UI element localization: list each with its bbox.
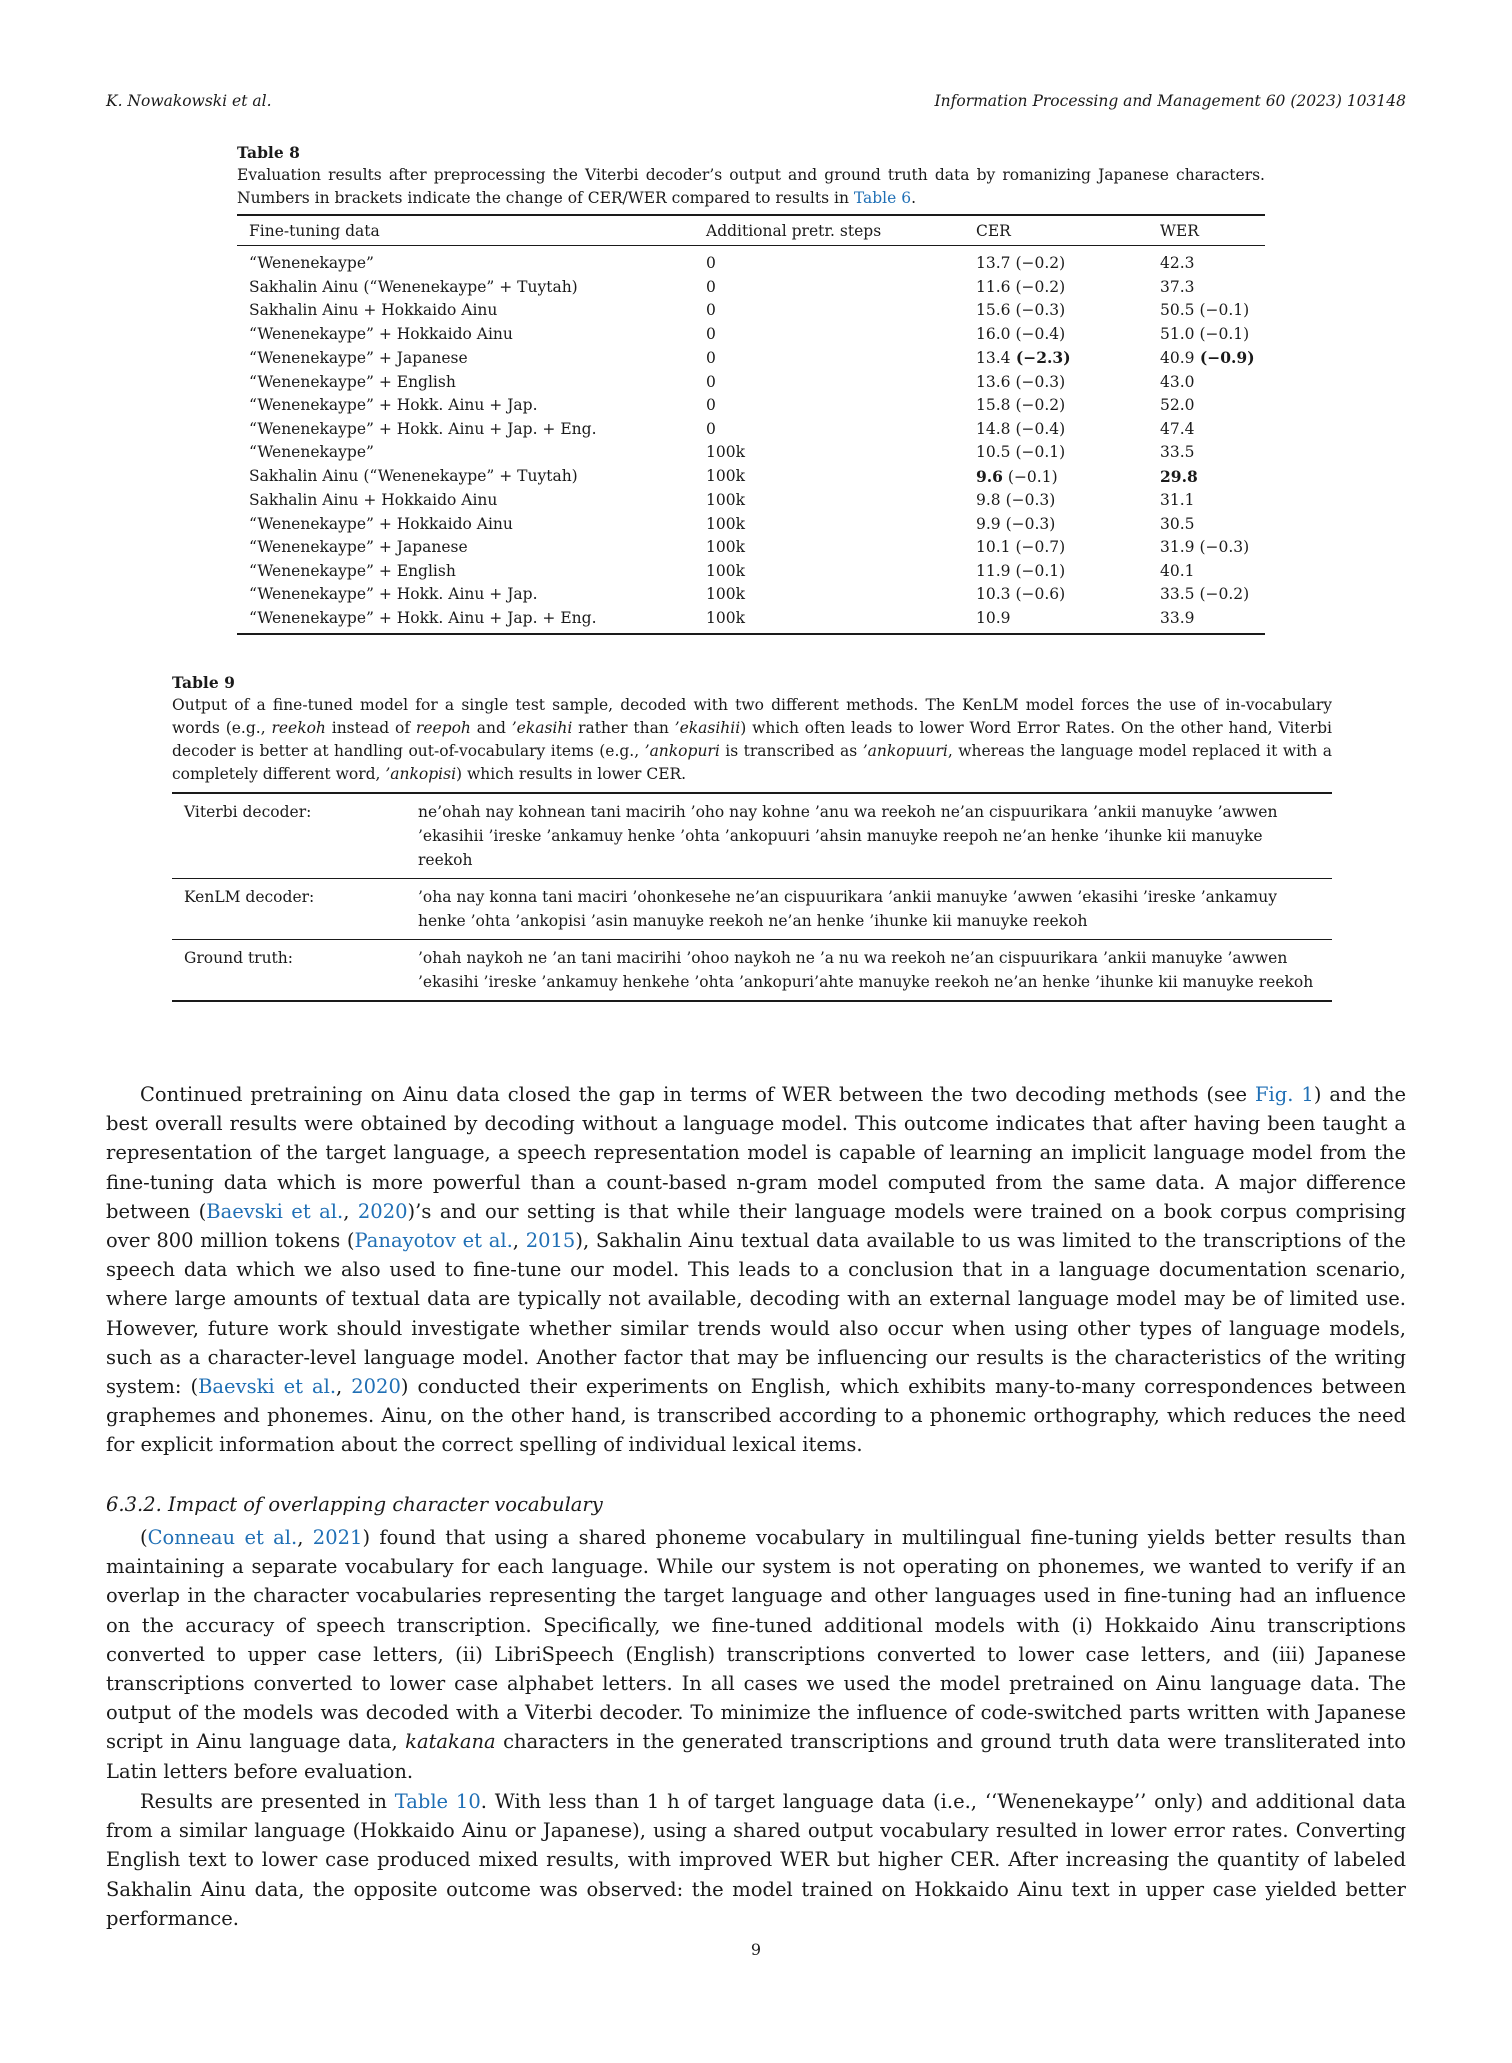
cer-delta: (−0.3): [1010, 301, 1066, 319]
running-header: [106, 92, 1406, 114]
wer-value: 43.0: [1160, 372, 1195, 391]
wer-value: 31.1: [1160, 491, 1195, 509]
wer-value: 37.3: [1160, 277, 1195, 296]
text-run: instead of: [325, 719, 416, 737]
cer-delta: (−0.2): [1010, 254, 1066, 272]
italic-text: ’ekasihi: [511, 719, 573, 737]
cell-cer: [964, 371, 1148, 395]
table-row: [237, 441, 1265, 465]
pretr-steps: 0: [706, 301, 716, 319]
fine-tuning-data: Sakhalin Ainu + Hokkaido Ainu: [249, 491, 498, 509]
pretr-steps: 0: [706, 277, 716, 296]
wer-value: 33.5: [1160, 443, 1195, 461]
cell-cer: [964, 513, 1148, 537]
citation-link[interactable]: 2021: [312, 1526, 363, 1549]
pretr-steps: 0: [706, 254, 716, 272]
text-run: (: [140, 1526, 148, 1549]
header-journal: Information Processing and Management 60 (2023) 103148: [934, 92, 1406, 110]
decoder-output: ’oha nay konna tani maciri ’ohonkesehe ne’an cispuurikara ’ankii manuyke ’awwen ’ekasihi ’ireske ’ankamuy henke ’ohta ’ankopisi ’asin manuyke reekoh ne’an henke ’ihunke kii manuyke reekoh: [406, 879, 1332, 940]
wer-value: 40.1: [1160, 561, 1195, 580]
fine-tuning-data: “Wenenekaype” + Hokk. Ainu + Jap. + Eng.: [249, 419, 597, 438]
cell-cer: [964, 346, 1148, 371]
cer-delta: (−0.4): [1010, 324, 1066, 343]
italic-text: katakana: [405, 1730, 496, 1754]
section-heading: 6.3.2. Impact of overlapping character vocabulary: [106, 1493, 603, 1516]
cell-pretr-steps: [694, 583, 964, 607]
cell-fine-tuning-data: [237, 323, 694, 347]
cell-pretr-steps: [694, 489, 964, 513]
text-run: )’s and our setting is that while their language models were trained on a book corpus comprising over 800 million tokens (: [106, 1199, 1406, 1253]
cer-value: 11.6: [976, 277, 1011, 296]
paragraph-3: [106, 1787, 1406, 1933]
cer-value: 13.7: [976, 254, 1011, 272]
fine-tuning-data: “Wenenekaype” + Hokk. Ainu + Jap. + Eng.: [249, 608, 597, 627]
cell-cer: [964, 276, 1148, 300]
header-authors: K. Nowakowski et al.: [106, 92, 272, 110]
cell-wer: [1148, 441, 1265, 465]
cell-pretr-steps: [694, 536, 964, 560]
text-run: Continued pretraining on Ainu data closed the gap in terms of WER between the two decoding methods (see: [140, 1083, 1256, 1106]
cell-cer: [964, 607, 1148, 635]
cell-cer: [964, 465, 1148, 490]
cer-value: 15.6: [976, 301, 1011, 319]
citation-link[interactable]: 2020: [351, 1375, 401, 1399]
pretr-steps: 0: [706, 396, 716, 414]
pretr-steps: 100k: [706, 538, 745, 556]
cell-wer: [1148, 418, 1265, 442]
cell-fine-tuning-data: [237, 246, 694, 276]
cell-pretr-steps: [694, 607, 964, 635]
cell-wer: [1148, 371, 1265, 395]
page-number: 9: [750, 1940, 762, 1959]
table-8-header-row: [237, 215, 1265, 246]
cell-wer: [1148, 323, 1265, 347]
cell-wer: [1148, 299, 1265, 323]
text-run: characters in the generated transcriptions and ground truth data were transliterated into Latin letters before evaluation.: [106, 1730, 1406, 1783]
cell-fine-tuning-data: [237, 583, 694, 607]
citation-link[interactable]: 2015: [525, 1229, 576, 1253]
cer-delta: (−0.1): [1002, 467, 1058, 486]
paragraph-1-text: [106, 1080, 1406, 1460]
table-9-caption: [172, 694, 1332, 786]
cell-fine-tuning-data: [237, 394, 694, 418]
cell-pretr-steps: [694, 299, 964, 323]
cell-wer: [1148, 513, 1265, 537]
fine-tuning-data: “Wenenekaype” + Hokkaido Ainu: [249, 324, 513, 343]
col-header-wer: WER: [1148, 215, 1265, 246]
pretr-steps: 100k: [706, 585, 745, 603]
cer-delta: (−2.3): [1010, 348, 1071, 367]
wer-value: 31.9: [1160, 538, 1195, 556]
cer-value: 10.1: [976, 538, 1011, 556]
cell-fine-tuning-data: [237, 607, 694, 635]
text-run: ,: [297, 1526, 313, 1549]
pretr-steps: 0: [706, 372, 716, 391]
table-row: [237, 323, 1265, 347]
cell-pretr-steps: [694, 346, 964, 371]
text-run: ) which often leads to lower Word Error Rates. On the other hand, Viterbi decoder is better at handling out-of-vocabulary items (e.g.,: [172, 719, 1332, 760]
cell-fine-tuning-data: [237, 465, 694, 490]
cell-pretr-steps: [694, 394, 964, 418]
wer-value: 33.9: [1160, 608, 1195, 627]
fine-tuning-data: “Wenenekaype” + Japanese: [249, 538, 468, 556]
cer-value: 9.9: [976, 514, 1001, 533]
cer-value: 9.6: [976, 466, 1003, 486]
table-row: [237, 583, 1265, 607]
fine-tuning-data: “Wenenekaype” + English: [249, 561, 456, 580]
text-run: , whereas the language model replaced it with a completely different word,: [172, 742, 1332, 783]
table-8-body: [237, 246, 1265, 635]
cell-pretr-steps: [694, 276, 964, 300]
cell-wer: [1148, 346, 1265, 371]
wer-delta: (−0.2): [1194, 585, 1250, 603]
wer-delta: (−0.1): [1194, 301, 1250, 319]
wer-value: 42.3: [1160, 254, 1195, 272]
decoder-label: Viterbi decoder:: [172, 793, 406, 879]
table-6-link[interactable]: Table 6: [853, 189, 912, 207]
text-run: Output of a fine-tuned model for a single test sample, decoded with two different methods. The KenLM model forces the use of in-vocabulary words (e.g.,: [172, 696, 1332, 737]
decoder-label: KenLM decoder:: [172, 879, 406, 940]
table-row: [237, 560, 1265, 584]
pretr-steps: 0: [706, 348, 716, 367]
fine-tuning-data: “Wenenekaype” + Hokk. Ainu + Jap.: [249, 396, 538, 414]
table-9: [172, 672, 1332, 1002]
col-header-cer: CER: [964, 215, 1148, 246]
table-8-caption-text: Evaluation results after preprocessing the Viterbi decoder’s output and ground truth data by romanizing Japanese characters. Numbers in brackets indicate the change of CER/WER compared to results in: [237, 166, 1265, 207]
paragraph-2: [106, 1523, 1406, 1786]
cell-wer: [1148, 394, 1265, 418]
table-8-caption: [237, 164, 1265, 210]
cer-value: 9.8: [976, 491, 1001, 509]
cell-fine-tuning-data: [237, 560, 694, 584]
wer-value: 30.5: [1160, 514, 1195, 533]
cer-value: 13.4: [976, 349, 1011, 367]
decoder-label: Ground truth:: [172, 940, 406, 1002]
cell-cer: [964, 560, 1148, 584]
cell-cer: [964, 489, 1148, 513]
citation-link[interactable]: Baevski et al.: [198, 1375, 337, 1399]
cell-cer: [964, 394, 1148, 418]
table-row: [237, 276, 1265, 300]
italic-text: reekoh: [271, 719, 326, 737]
table-9-label: Table 9: [172, 673, 235, 692]
cer-delta: (−0.1): [1010, 443, 1066, 461]
cell-cer: [964, 323, 1148, 347]
table-row: [237, 394, 1265, 418]
fine-tuning-data: “Wenenekaype”: [249, 443, 374, 461]
table-row: [237, 299, 1265, 323]
cell-fine-tuning-data: [237, 418, 694, 442]
cell-cer: [964, 441, 1148, 465]
table-row: [237, 489, 1265, 513]
pretr-steps: 100k: [706, 561, 745, 580]
cer-delta: (−0.3): [1000, 491, 1056, 509]
cell-wer: [1148, 489, 1265, 513]
cell-fine-tuning-data: [237, 371, 694, 395]
citation-link[interactable]: Conneau et al.: [147, 1526, 298, 1549]
cell-cer: [964, 536, 1148, 560]
cell-wer: [1148, 276, 1265, 300]
fine-tuning-data: Sakhalin Ainu + Hokkaido Ainu: [249, 301, 498, 319]
col-header-pretr-steps: Additional pretr. steps: [694, 215, 964, 246]
cell-pretr-steps: [694, 371, 964, 395]
pretr-steps: 100k: [706, 467, 745, 485]
text-run: ) conducted their experiments on English, which exhibits many-to-many correspondences between graphemes and phonemes. Ainu, on the other hand, is transcribed according to a phonemic orthography, which reduces the need for explicit information about the correct spelling of individual lexical items.: [106, 1375, 1406, 1457]
wer-value: 47.4: [1160, 419, 1195, 438]
citation-link[interactable]: Fig. 1: [1255, 1083, 1314, 1106]
italic-text: reepoh: [415, 719, 471, 737]
text-run: ), Sakhalin Ainu textual data available to us was limited to the transcriptions of the speech data which we also used to fine-tune our model. This leads to a conclusion that in a language documentation scenario, where large amounts of textual data are typically not available, decoding with an external language model may be of limited use. However, future work should investigate whether similar trends would also occur when using other types of language models, such as a character-level language model. Another factor that may be influencing our results is the characteristics of the writing system: (: [106, 1229, 1406, 1399]
cell-pretr-steps: [694, 418, 964, 442]
table-row: [237, 246, 1265, 276]
table-row: [172, 793, 1332, 879]
wer-value: 33.5: [1160, 585, 1195, 603]
pretr-steps: 100k: [706, 608, 745, 627]
cell-cer: [964, 583, 1148, 607]
pretr-steps: 100k: [706, 514, 745, 533]
table-8-caption-end: .: [911, 189, 917, 207]
cell-fine-tuning-data: [237, 513, 694, 537]
cell-fine-tuning-data: [237, 536, 694, 560]
text-run: and: [470, 719, 512, 737]
italic-text: ’ankopuri: [644, 742, 720, 760]
cer-delta: (−0.1): [1010, 561, 1066, 580]
text-run: ) and the best overall results were obtained by decoding without a language model. This outcome indicates that after having been taught a representation of the target language, a speech representation model is capable of learning an implicit language model from the fine-tuning data which is more powerful than a count-based n-gram model computed from the same data. A major difference between (: [106, 1083, 1406, 1223]
wer-value: 51.0: [1160, 324, 1195, 343]
pretr-steps: 100k: [706, 443, 745, 461]
table-row: [237, 346, 1265, 371]
table-8: [237, 142, 1265, 635]
fine-tuning-data: “Wenenekaype” + Japanese: [249, 348, 468, 367]
fine-tuning-data: Sakhalin Ainu (“Wenenekaype” + Tuytah): [249, 277, 578, 296]
wer-value: 29.8: [1160, 466, 1198, 486]
text-run: ,: [512, 1229, 526, 1253]
cell-wer: [1148, 246, 1265, 276]
decoder-output: ne’ohah nay kohnean tani macirih ’oho nay kohne ’anu wa reekoh ne’an cispuurikara ’ankii manuyke ’awwen ’ekasihii ’ireske ’ankamuy henke ’ohta ’ankopuuri ’ahsin manuyke reepoh ne’an henke ’ihunke kii manuyke reekoh: [406, 793, 1332, 879]
fine-tuning-data: “Wenenekaype” + Hokk. Ainu + Jap.: [249, 585, 538, 603]
cer-delta: (−0.4): [1010, 419, 1066, 438]
text-run: ,: [343, 1199, 358, 1223]
table-row: [172, 940, 1332, 1002]
citation-link[interactable]: Table 10: [394, 1790, 481, 1813]
cell-fine-tuning-data: [237, 299, 694, 323]
wer-value: 50.5: [1160, 301, 1195, 319]
cell-pretr-steps: [694, 246, 964, 276]
text-run: . With less than 1 h of target language data (i.e., ‘‘Wenenekaype’’ only) and additional data from a similar language (Hokkaido Ainu or Japanese), using a shared output vocabulary resulted in lower error rates. Converting English text to lower case produced mixed results, with improved WER but higher CER. After increasing the quantity of labeled Sakhalin Ainu data, the opposite outcome was observed: the model trained on Hokkaido Ainu text in upper case yielded better performance.: [106, 1790, 1406, 1930]
cell-wer: [1148, 607, 1265, 635]
paragraph-1: [106, 1080, 1406, 1460]
paragraph-3-text: [106, 1787, 1406, 1933]
cell-pretr-steps: [694, 441, 964, 465]
cell-wer: [1148, 560, 1265, 584]
cell-fine-tuning-data: [237, 489, 694, 513]
cell-fine-tuning-data: [237, 441, 694, 465]
text-run: ) found that using a shared phoneme vocabulary in multilingual fine-tuning yields better results than maintaining a separate vocabulary for each language. While our system is not operating on phonemes, we wanted to verify if an overlap in the character vocabularies representing the target language and other languages used in fine-tuning had an influence on the accuracy of speech transcription. Specifically, we fine-tuned additional models with (i) Hokkaido Ainu transcriptions converted to upper case letters, (ii) LibriSpeech (English) transcriptions converted to lower case letters, and (iii) Japanese transcriptions converted to lower case alphabet letters. In all cases we used the model pretrained on Ainu language data. The output of the models was decoded with a Viterbi decoder. To minimize the influence of code-switched parts written with Japanese script in Ainu language data,: [106, 1526, 1406, 1754]
table-row: [237, 418, 1265, 442]
citation-link[interactable]: Baevski et al.: [206, 1199, 344, 1223]
cer-delta: (−0.7): [1010, 538, 1066, 556]
text-run: is transcribed as: [719, 742, 863, 760]
text-run: Results are presented in: [140, 1790, 395, 1813]
fine-tuning-data: “Wenenekaype” + English: [249, 372, 456, 391]
pretr-steps: 0: [706, 419, 716, 438]
cell-pretr-steps: [694, 513, 964, 537]
wer-delta: (−0.1): [1194, 324, 1250, 343]
cer-value: 10.9: [976, 608, 1011, 627]
wer-value: 40.9: [1160, 349, 1195, 367]
cell-pretr-steps: [694, 465, 964, 490]
table-row: [237, 465, 1265, 490]
table-8-label: Table 8: [237, 143, 300, 162]
cer-value: 14.8: [976, 419, 1011, 438]
table-row: [237, 513, 1265, 537]
cer-value: 10.3: [976, 585, 1011, 603]
cer-value: 16.0: [976, 324, 1011, 343]
table-row: [172, 879, 1332, 940]
table-row: [237, 607, 1265, 635]
cell-pretr-steps: [694, 560, 964, 584]
pretr-steps: 0: [706, 324, 716, 343]
cell-wer: [1148, 465, 1265, 490]
cer-value: 11.9: [976, 561, 1011, 580]
paragraph-2-text: [106, 1523, 1406, 1786]
cell-fine-tuning-data: [237, 276, 694, 300]
cer-delta: (−0.2): [1010, 396, 1066, 414]
col-header-fine-tuning-data: Fine-tuning data: [237, 215, 694, 246]
fine-tuning-data: Sakhalin Ainu (“Wenenekaype” + Tuytah): [249, 467, 578, 485]
cell-pretr-steps: [694, 323, 964, 347]
cer-delta: (−0.2): [1010, 277, 1066, 296]
wer-value: 52.0: [1160, 396, 1195, 414]
text-run: ) which results in lower CER.: [456, 765, 687, 783]
decoder-output: ’ohah naykoh ne ’an tani macirihi ’ohoo naykoh ne ’a nu wa reekoh ne’an cispuurikara ’ankii manuyke ’awwen ’ekasihi ’ireske ’ankamuy henkehe ’ohta ’ankopuri’ahte manuyke reekoh ne’an henke ’ihunke kii manuyke reekoh: [406, 940, 1332, 1002]
table-row: [237, 536, 1265, 560]
table-9-body: [172, 793, 1332, 1001]
italic-text: ’ankopisi: [385, 765, 457, 783]
fine-tuning-data: “Wenenekaype” + Hokkaido Ainu: [249, 514, 513, 533]
table-row: [237, 371, 1265, 395]
wer-delta: (−0.9): [1194, 348, 1255, 367]
cell-wer: [1148, 583, 1265, 607]
cer-delta: (−0.3): [1010, 372, 1066, 391]
cell-fine-tuning-data: [237, 346, 694, 371]
cer-delta: (−0.3): [1000, 514, 1056, 533]
cell-cer: [964, 418, 1148, 442]
cell-wer: [1148, 536, 1265, 560]
citation-link[interactable]: 2020: [357, 1199, 408, 1223]
cell-cer: [964, 246, 1148, 276]
table-8-grid: [237, 214, 1265, 635]
text-run: rather than: [572, 719, 675, 737]
cell-cer: [964, 299, 1148, 323]
cer-value: 10.5: [976, 443, 1011, 461]
fine-tuning-data: “Wenenekaype”: [249, 254, 374, 272]
cer-value: 15.8: [976, 396, 1011, 414]
citation-link[interactable]: Panayotov et al.: [354, 1229, 513, 1253]
table-9-grid: [172, 792, 1332, 1002]
text-run: ,: [336, 1375, 352, 1399]
pretr-steps: 100k: [706, 491, 745, 509]
cer-value: 13.6: [976, 372, 1011, 391]
italic-text: ’ekasihii: [674, 719, 741, 737]
italic-text: ’ankopuuri: [862, 742, 948, 760]
cer-delta: (−0.6): [1010, 585, 1066, 603]
wer-delta: (−0.3): [1194, 538, 1250, 556]
